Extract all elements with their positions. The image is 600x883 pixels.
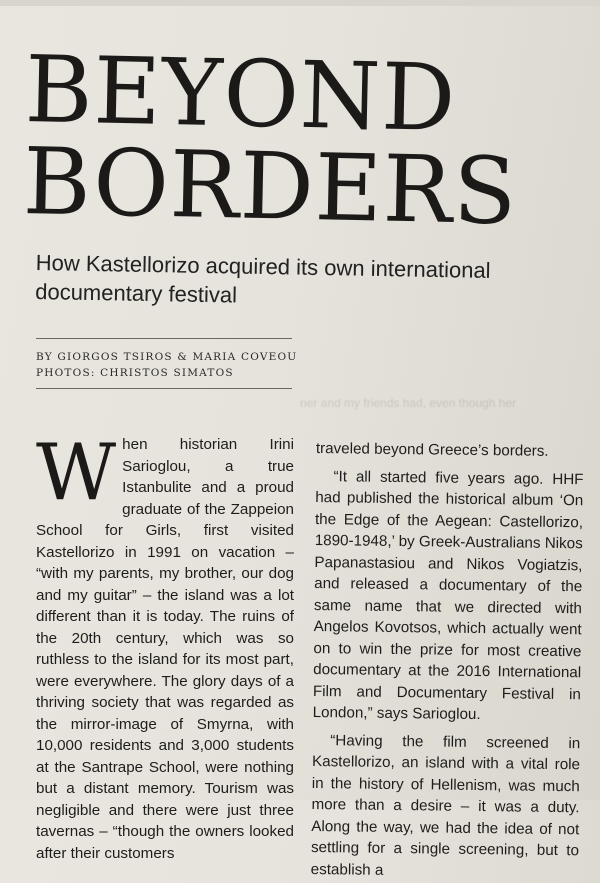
body-paragraph-4: “Having the film screened in Kastellorizo, an island with a vital role in the history of Hellenism, was much more than a desire – it was a duty. Along the way, we had the idea of not settling for a single screening, but to establish a — [310, 731, 581, 879]
body-paragraph-1: hen historian Irini Sarioglou, a true Istanbulite and a proud graduate of the Zappeion School for Girls, first visited Kastellorizo in 1991 on vacation – “with my parents, my brother, our dog and my guitar” – the island was a lot different than it is today. The ruins of the 20th century, which was so ruthless to the island for its most part, were everywhere. The glory days of a thriving society that was regarded as the mirror-image of Smyrna, with 10,000 residents and 3,000 students at the Santrape School, were nothing but a distant memory. Tourism was negligible and there were just three tavernas – “though the owners looked after their customers — [36, 436, 294, 862]
byline-authors: BY GIORGOS TSIROS & MARIA COVEOU — [36, 351, 298, 363]
headline-line-1: BEYOND — [23, 36, 458, 153]
body-paragraph-3: “It all started five years ago. HHF had published the historical album ‘On the Edge of the Aegean: Castellorizo, 1890-1948,’ by Greek-Australians Nikos Papanastasiou and Nikos Vogiatzis, and released a documentary of the same name that we directed with Angelos Kovotsos, which actually went on to win the prize for most creative documentary at the 2016 International Film and Documentary Festival in London,” says Sarioglou. — [312, 467, 584, 724]
byline — [36, 349, 336, 381]
byline-photos: PHOTOS: CHRISTOS SIMATOS — [36, 367, 234, 379]
headline-line-2: BORDERS — [21, 127, 519, 246]
byline-rule-bottom — [36, 388, 292, 389]
headline — [21, 36, 586, 246]
subheadline: How Kastellorizo acquired its own international documentary festival — [35, 249, 491, 308]
byline-rule-top — [36, 338, 292, 339]
body-paragraph-2: traveled beyond Greece’s borders. — [315, 439, 549, 460]
body-column-right — [311, 438, 584, 883]
drop-cap: W — [36, 428, 117, 518]
show-through-text: ner and my friends had, even though her — [300, 396, 517, 410]
page-edge — [0, 0, 600, 6]
